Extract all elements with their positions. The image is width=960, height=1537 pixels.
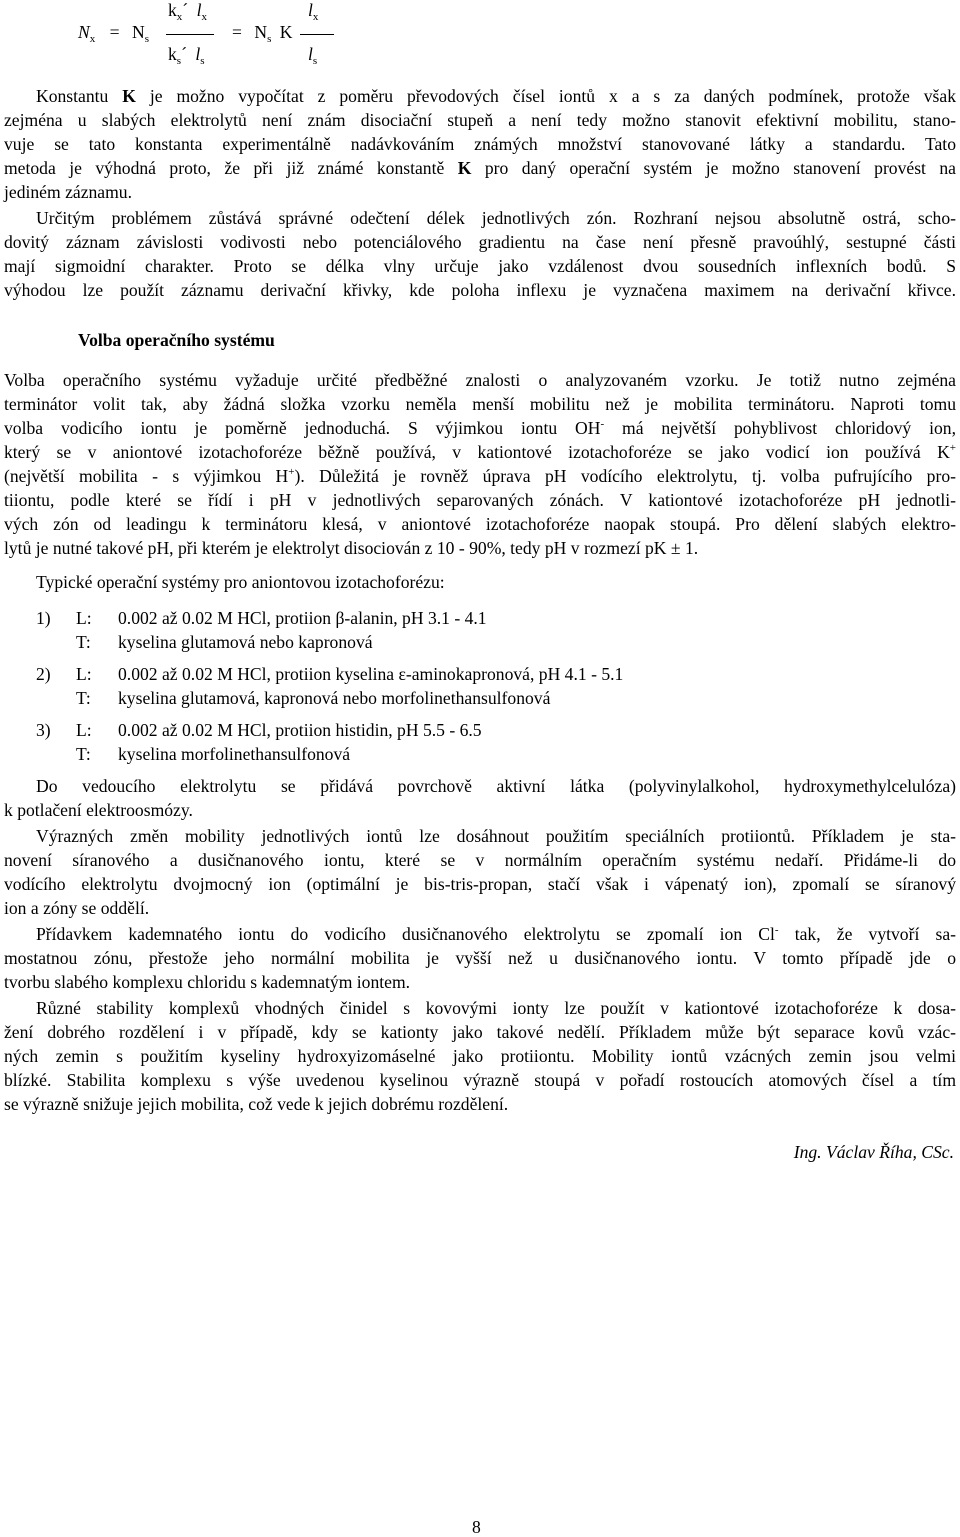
formula-rhs: = $N_s$ K (232, 22, 293, 45)
text-line: ion a zóny se oddělí. (4, 898, 150, 918)
formula-denominator-1: $k_s´$ $l_s$ (168, 44, 205, 67)
text-line: výhodou lze použít záznamu derivační křivky, kde poloha inflexu je vyznačena maximem na derivační křivce. (4, 280, 956, 300)
text-line: vodícího elektrolytu dvojmocný ion (optimální je bis-tris-propan, stačí však i vápenatý ion), zpomalí se síranový (4, 874, 956, 894)
text-line: Přídavkem kademnatého iontu do vodicího dusičnanového elektrolytu se zpomalí ion Cl- tak, že vytvoří sa- (36, 924, 956, 944)
text-line: Různé stability komplexů vhodných činidel s kovovými ionty lze použít v kationtové izotachoforéze k dosa- (36, 998, 956, 1018)
text-line: vých zón od leadingu k terminátoru klesá, v aniontové izotachoforéze naopak stoupá. Pro dělení slabých elektro- (4, 514, 956, 534)
text-line: se výrazně snižuje jejich mobilita, což vede k jejich dobrému rozdělení. (4, 1094, 509, 1114)
text-line: mají sigmoidní charakter. Proto se délka vlny určuje jako vzdálenost dvou sousedních inflexních bodů. S (4, 256, 956, 276)
text-line: vuje se tato konstanta experimentálně nadávkováním známých množství stanovované látky a standardu. Tato (4, 134, 956, 154)
text-line: lytů je nutné takové pH, při kterém je elektrolyt disociován z 10 - 90%, tedy pH v rozmezí pK ± 1. (4, 538, 699, 558)
text-line: jediném záznamu. (4, 182, 132, 202)
section-heading: Volba operačního systému (78, 330, 275, 350)
text-line: který se v aniontové izotachoforéze běžně používá, v kationtové izotachoforéze se jako vodicí ion používá K+ (4, 442, 956, 462)
formula-n-x: N (78, 22, 90, 42)
text-line: Konstantu K je možno vypočítat z poměru převodových čísel iontů x a s za daných podmínek, protože však (36, 86, 956, 106)
text-line: Volba operačního systému vyžaduje určité předběžné znalosti o analyzovaném vzorku. Je totiž nutno zejména (4, 370, 956, 390)
text-line: novení síranového a dusičnanového iontu, které se v normálním operačním systému nedaří. Přidáme-li do (4, 850, 956, 870)
formula-numerator-1: $k_x´$ $l_x$ (168, 0, 207, 23)
text-line: mostatnou zónu, přestože jeho normální mobilita je vyšší než u dusičnanového iontu. V tomto případě jde o (4, 948, 956, 968)
author-signature: Ing. Václav Říha, CSc. (793, 1142, 954, 1162)
text-line: tiiontu, podle které se řídí i pH v jednotlivých separovaných zónách. V kationtové izotachoforéze pH jednotli- (4, 490, 956, 510)
text-line: dovitý záznam závislosti vodivosti nebo potenciálového gradientu na čase není přesně pravoúhlý, sestupné části (4, 232, 956, 252)
text-line: metoda je výhodná proto, že při již známé konstantě K pro daný operační systém je možno stanovení provést na (4, 158, 956, 178)
fraction-bar-1 (166, 34, 214, 35)
text-line: Do vedoucího elektrolytu se přidává povrchově aktivní látka (polyvinylalkohol, hydroxymethylcelulóza) (36, 776, 956, 796)
text-line: k potlačení elektroosmózy. (4, 800, 193, 820)
text-line: ných zemin s použitím kyseliny hydroxyizomáselné jako protiiontu. Mobility iontů vzácných zemin jsou velmi (4, 1046, 956, 1066)
text-line: (největší mobilita - s výjimkou H+). Důležitá je rovněž úprava pH vodícího elektrolytu, tj. volba pufrujícího pro- (4, 466, 956, 486)
text-line: Určitým problémem zůstává správné odečtení délek jednotlivých zón. Rozhraní nejsou absolutně ostrá, scho- (36, 208, 956, 228)
fraction-bar-2 (300, 34, 334, 35)
page-number: 8 (472, 1517, 481, 1537)
list-intro: Typické operační systémy pro aniontovou izotachoforézu: (36, 572, 445, 592)
formula-denominator-2: $l_s$ (308, 44, 318, 67)
text-line: zejména u slabých elektrolytů není znám disociační stupeň a není tedy možno stanovit efektivní mobilitu, stano- (4, 110, 956, 130)
formula-numerator-2: $l_x$ (308, 0, 319, 23)
text-line: terminátor volit tak, aby žádná složka vzorku neměla menší mobilitu než je mobilita terminátoru. Naproti tomu (4, 394, 956, 414)
text-line: blízké. Stabilita komplexu s výše uvedenou kyselinou výrazně stoupá v pořadí rostoucích atomových čísel a tím (4, 1070, 956, 1090)
formula-lhs: $N_x = N_s$ (78, 22, 149, 45)
text-line: žení dobrého rozdělení i v případě, kdy se kationty jako takové nedělí. Příkladem může být separace kovů vzác- (4, 1022, 956, 1042)
text-line: volba vodicího iontu je poměrně jednoduchá. S výjimkou iontu OH- má největší pohyblivost chloridový ion, (4, 418, 956, 438)
text-line: Výrazných změn mobility jednotlivých iontů lze dosáhnout použitím speciálních protiiontů. Příkladem je sta- (36, 826, 956, 846)
text-line: tvorbu slabého komplexu chloridu s kademnatým iontem. (4, 972, 411, 992)
